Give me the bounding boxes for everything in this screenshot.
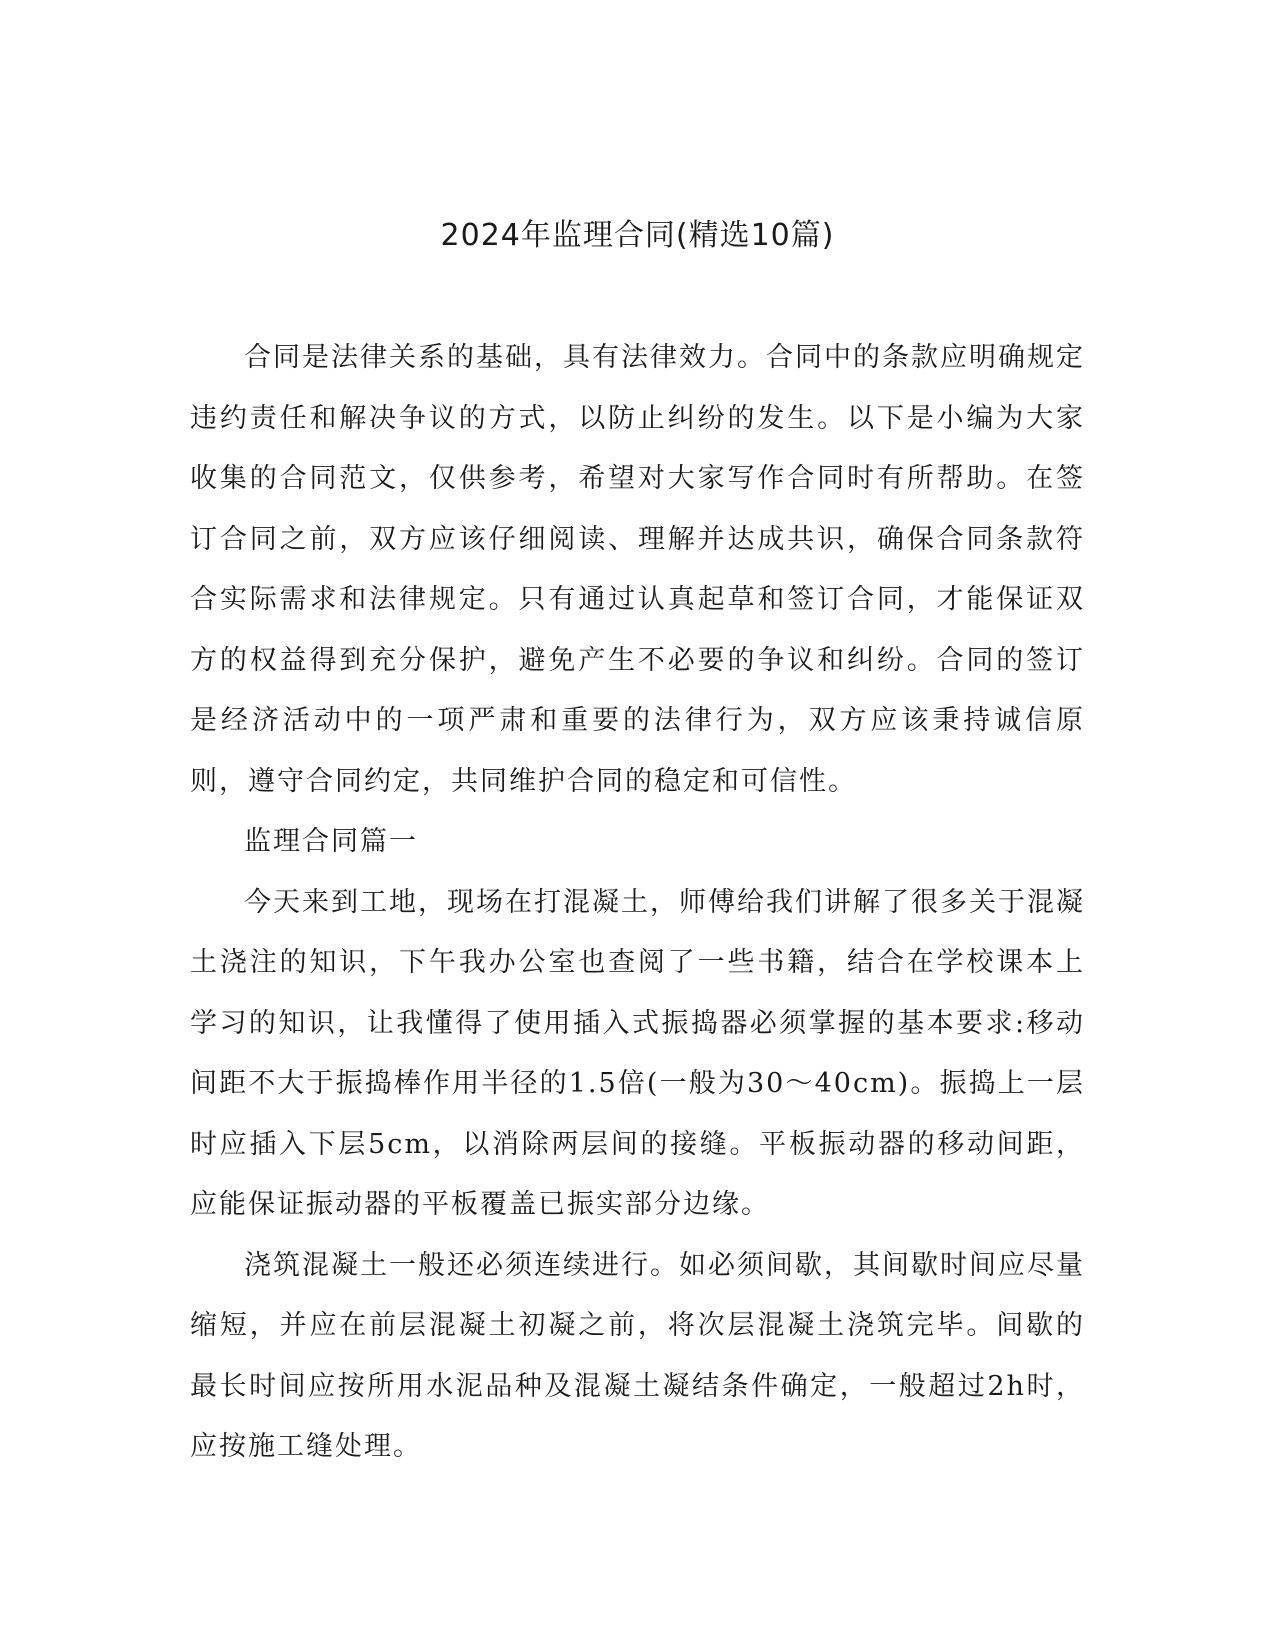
body-paragraph-2: 浇筑混凝土一般还必须连续进行。如必须间歇，其间歇时间应尽量缩短，并应在前层混凝土初凝之前，将次层混凝土浇筑完毕。间歇的最长时间应按所用水泥品种及混凝土凝结条件确定，一般超过2h时，应按施工缝处理。 — [190, 1249, 1085, 1462]
intro-paragraph: 合同是法律关系的基础，具有法律效力。合同中的条款应明确规定违约责任和解决争议的方式，以防止纠纷的发生。以下是小编为大家收集的合同范文，仅供参考，希望对大家写作合同时有所帮助。在签订合同之前，双方应该仔细阅读、理解并达成共识，确保合同条款符合实际需求和法律规定。只有通过认真起草和签订合同，才能保证双方的权益得到充分保护，避免产生不必要的争议和纠纷。合同的签订是经济活动中的一项严肃和重要的法律行为，双方应该秉持诚信原则，遵守合同约定，共同维护合同的稳定和可信性。 — [190, 342, 1085, 797]
body-paragraph-1: 今天来到工地，现场在打混凝土，师傅给我们讲解了很多关于混凝土浇注的知识，下午我办公室也查阅了一些书籍，结合在学校课本上学习的知识，让我懂得了使用插入式振捣器必须掌握的基本要求:移动间距不大于振捣棒作用半径的1.5倍(一般为30～40cm)。振捣上一层时应插入下层5cm，以消除两层间的接缝。平板振动器的移动间距，应能保证振动器的平板覆盖已振实部分边缘。 — [190, 886, 1085, 1220]
section-heading: 监理合同篇一 — [244, 826, 418, 857]
document-body — [190, 328, 1085, 1478]
document-title: 2024年监理合同(精选10篇) — [440, 218, 835, 253]
